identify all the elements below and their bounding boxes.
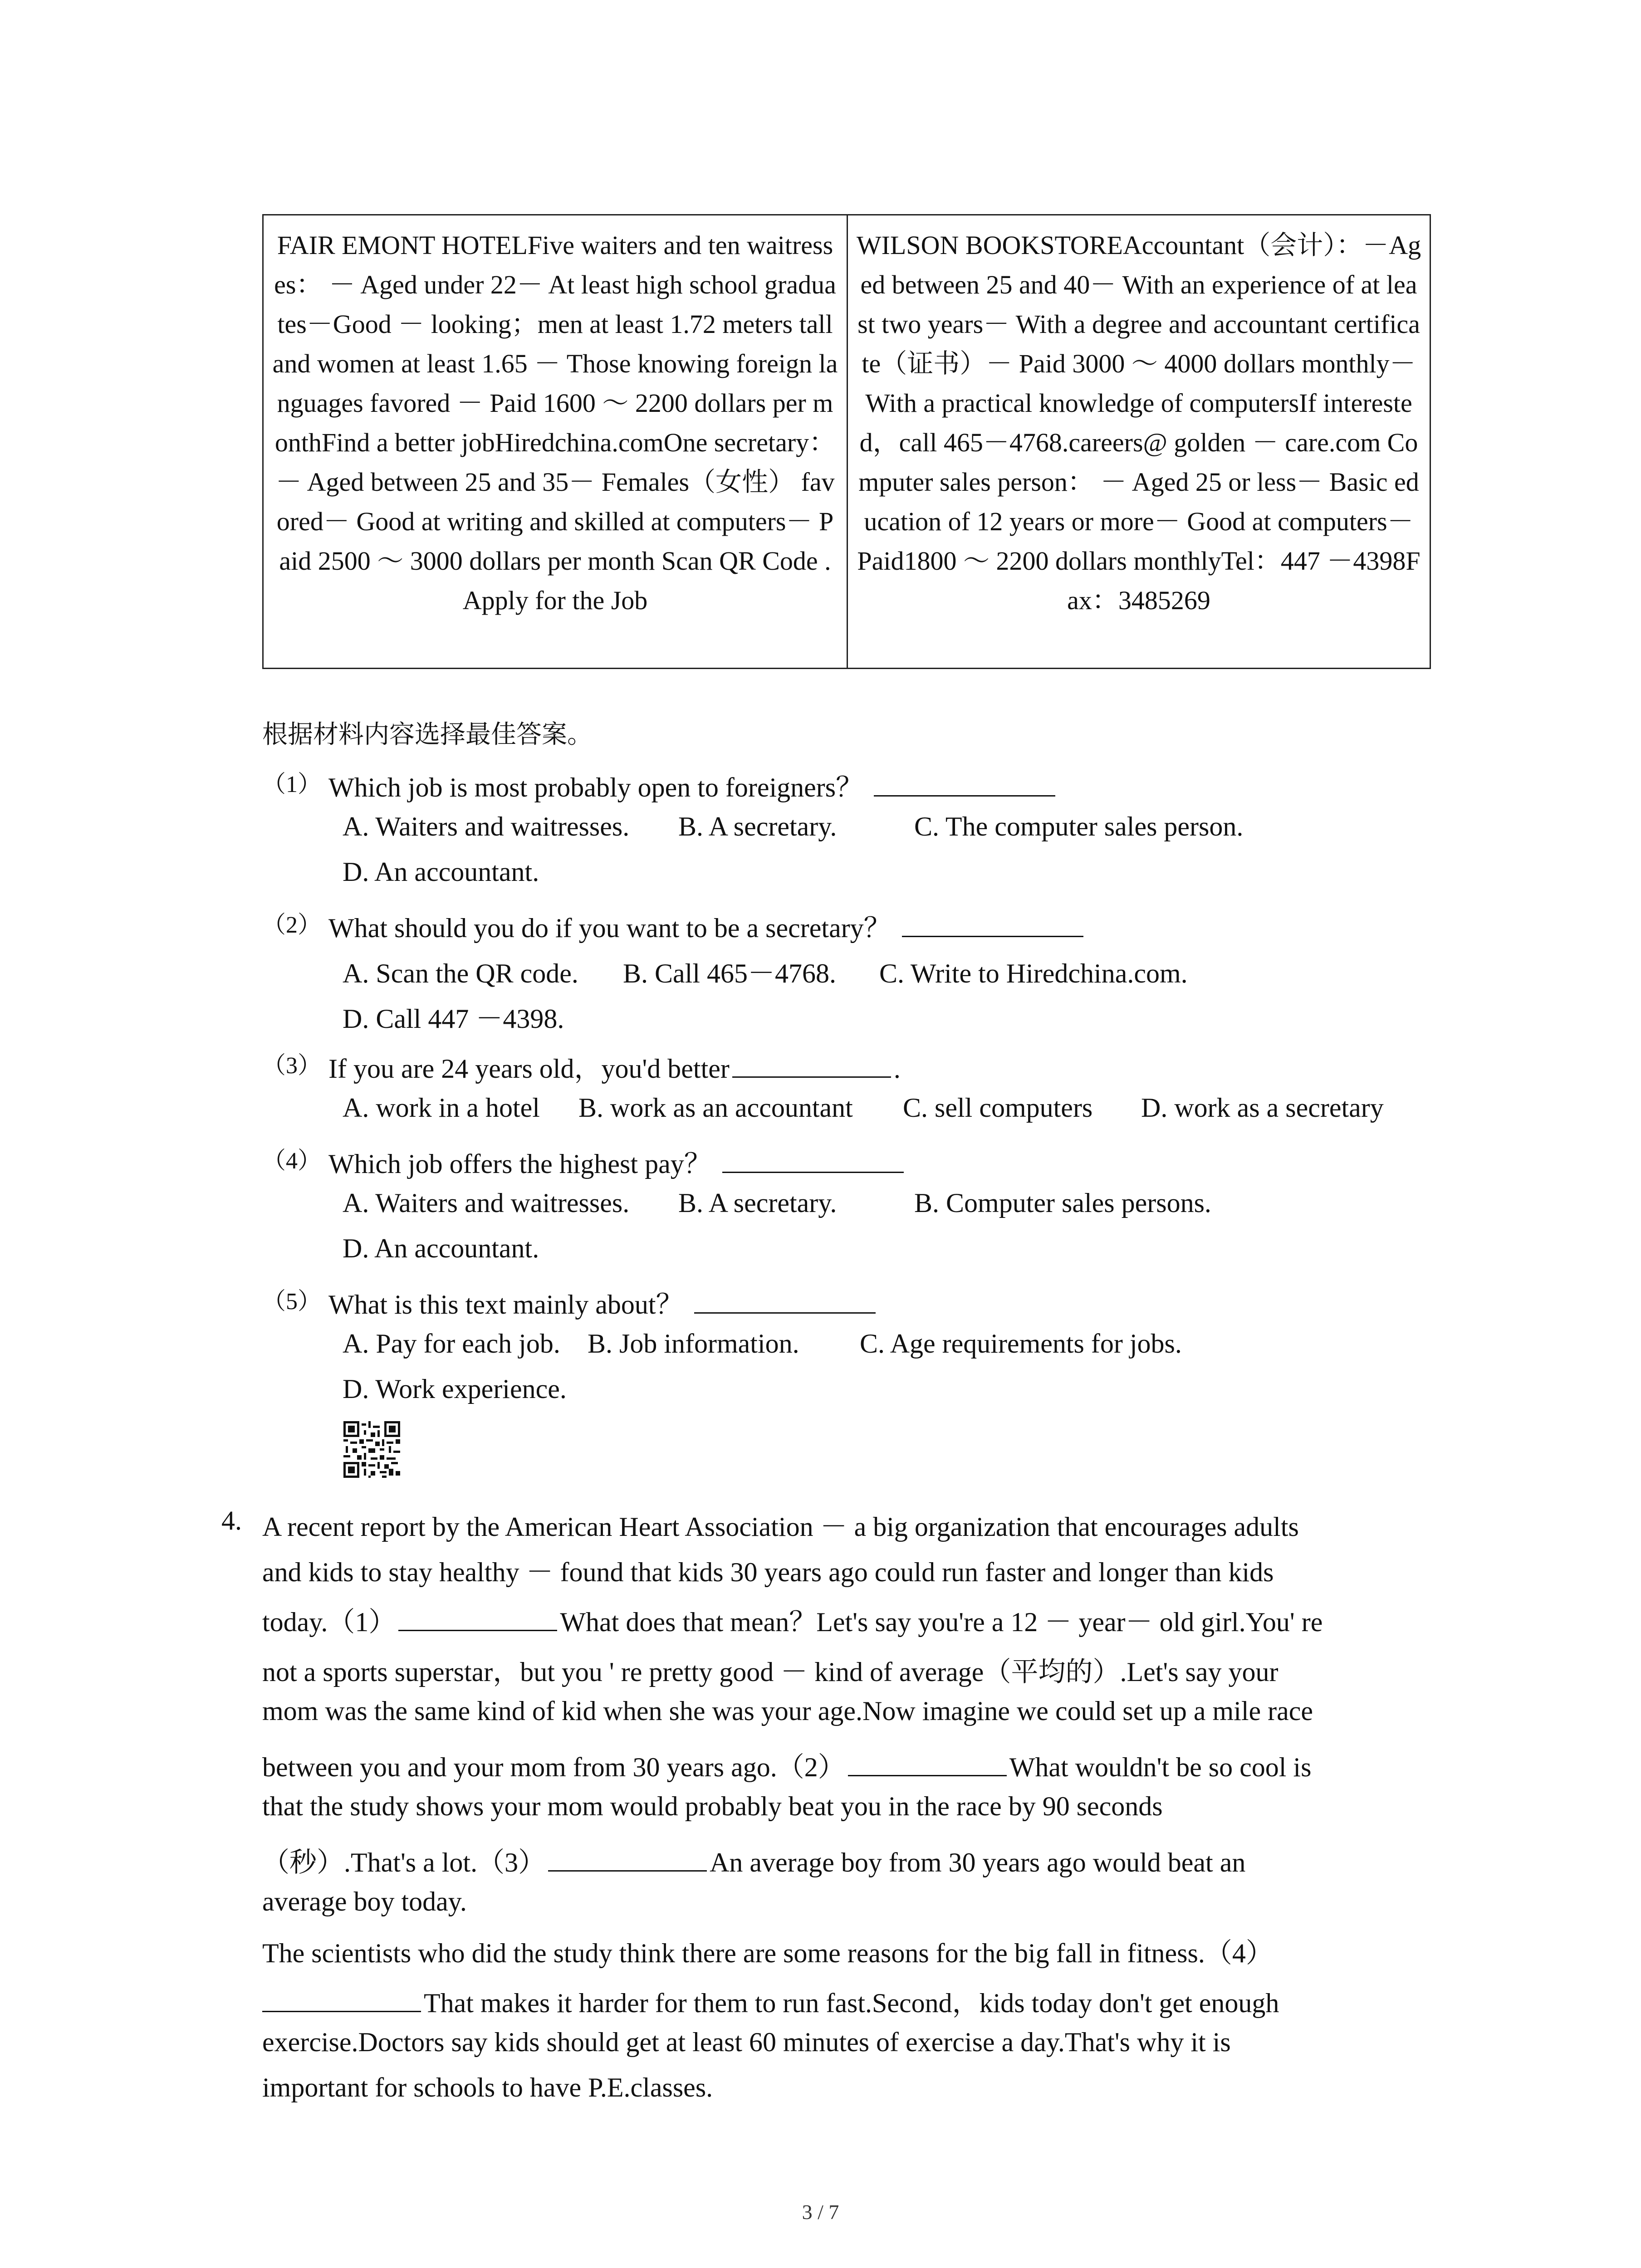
question-4 (262, 1142, 904, 1181)
passage-text: What wouldn't be so cool is (1009, 1752, 1312, 1782)
option-c[interactable]: C. sell computers (903, 1093, 1093, 1123)
question-2 (262, 906, 1083, 945)
answer-blank[interactable] (732, 1049, 891, 1078)
qr-code-icon[interactable] (343, 1421, 400, 1478)
option-d[interactable]: D. work as a secretary (1141, 1093, 1384, 1123)
passage-line: exercise.Doctors say kids should get at least 60 minutes of exercise a day.That's why it is (262, 2027, 1231, 2057)
answer-blank[interactable] (874, 768, 1055, 797)
question-number: （5） (262, 1289, 322, 1315)
passage-number: 4. (221, 1505, 242, 1535)
option-c[interactable]: C. Write to Hiredchina.com. (879, 958, 1188, 988)
passage-line: mom was the same kind of kid when she was your age.Now imagine we could set up a mile race (262, 1696, 1313, 1726)
option-c[interactable]: C. The computer sales person. (914, 811, 1244, 841)
question-number: （3） (262, 1053, 322, 1079)
option-d[interactable]: D. An accountant. (343, 857, 539, 887)
passage-line (262, 1745, 1311, 1784)
option-b[interactable]: B. Call 465－4768. (623, 958, 837, 988)
passage-line: A recent report by the American Heart Association － a big organization that encourages adults (262, 1512, 1299, 1542)
options-row (343, 952, 1188, 991)
passage-text: today.（1） (262, 1607, 396, 1637)
option-b[interactable]: B. Job information. (588, 1329, 799, 1359)
passage-line: The scientists who did the study think there are some reasons for the big fall in fitness.（4） (262, 1938, 1273, 1968)
option-a[interactable]: A. Waiters and waitresses. (343, 811, 630, 841)
passage-line: that the study shows your mom would probably beat you in the race by 90 seconds (262, 1791, 1163, 1821)
passage-line (262, 1981, 1279, 2020)
answer-blank[interactable] (722, 1144, 904, 1173)
option-b[interactable]: B. A secretary. (678, 811, 837, 841)
instruction-text: 根据材料内容选择最佳答案。 (262, 720, 593, 749)
cloze-blank-2[interactable] (848, 1748, 1007, 1776)
option-b[interactable]: B. work as an accountant (578, 1093, 853, 1123)
option-b[interactable]: B. A secretary. (678, 1188, 837, 1218)
passage-text: An average boy from 30 years ago would beat an (710, 1848, 1246, 1877)
passage-line: average boy today. (262, 1887, 467, 1916)
cloze-blank-4[interactable] (262, 1984, 421, 2012)
passage-text: between you and your mom from 30 years ago.（2） (262, 1752, 845, 1782)
option-c[interactable]: B. Computer sales persons. (914, 1188, 1211, 1218)
passage-line (262, 1600, 1323, 1639)
question-text: Which job is most probably open to foreigners？ (328, 772, 863, 802)
option-a[interactable]: A. work in a hotel (343, 1093, 540, 1123)
ad-bookstore-and-sales: WILSON BOOKSTOREAccountant（会计）：－Aged between 25 and 40－ With an experience of at least two years－ With a degree and accountant certificate（证书）－ Paid 3000 ～ 4000 dollars monthly－ With a practical knowledge of computersIf interested，call 465－4768.careers@ golden － care.com Computer sales person： － Aged 25 or less－ Basic education of 12 years or more－ Good at computers－ Paid1800 ～ 2200 dollars monthlyTel：447 －4398Fax：3485269 (847, 215, 1430, 668)
option-d[interactable]: D. An accountant. (343, 1233, 539, 1263)
option-c[interactable]: C. Age requirements for jobs. (860, 1329, 1182, 1359)
ad-hotel-and-secretary: FAIR EMONT HOTELFive waiters and ten waitresses： － Aged under 22－ At least high school graduates－Good － looking；men at least 1.72 meters tall and women at least 1.65 － Those knowing foreign languages favored － Paid 1600 ～ 2200 dollars per monthFind a better jobHiredchina.comOne secretary： － Aged between 25 and 35－ Females（女性） favored－ Good at writing and skilled at computers－ Paid 2500 ～ 3000 dollars per month Scan QR Code .Apply for the Job (272, 230, 838, 615)
page-number: 3 / 7 (802, 2200, 839, 2224)
answer-blank[interactable] (902, 909, 1083, 937)
option-d[interactable]: D. Work experience. (343, 1374, 567, 1404)
options-row (343, 811, 1243, 842)
option-a[interactable]: A. Scan the QR code. (343, 958, 578, 988)
passage-text: What does that mean？Let's say you're a 12 － year－ old girl.You' re (560, 1607, 1323, 1637)
options-row (343, 1328, 1182, 1359)
question-number: （4） (262, 1148, 322, 1174)
passage-line: not a sports superstar，but you ' re pretty good － kind of average（平均的）.Let's say your (262, 1657, 1279, 1687)
question-text: If you are 24 years old，you'd better (328, 1054, 730, 1084)
question-period: . (893, 1054, 901, 1084)
question-number: （1） (262, 772, 322, 797)
question-text: What is this text mainly about？ (328, 1290, 683, 1320)
question-5 (262, 1283, 876, 1322)
passage-line (262, 1841, 1245, 1880)
passage-text: That makes it harder for them to run fast.Second，kids today don't get enough (424, 1988, 1279, 2018)
question-number: （2） (262, 912, 322, 938)
passage-line: important for schools to have P.E.classes. (262, 2072, 713, 2102)
cloze-blank-1[interactable] (398, 1603, 557, 1631)
question-3 (262, 1047, 901, 1086)
options-row (343, 1188, 1211, 1219)
option-a[interactable]: A. Waiters and waitresses. (343, 1188, 630, 1218)
option-a[interactable]: A. Pay for each job. (343, 1329, 560, 1359)
options-row (343, 1092, 1384, 1124)
answer-blank[interactable] (694, 1285, 876, 1314)
question-text: Which job offers the highest pay？ (328, 1149, 711, 1179)
question-1 (262, 766, 1055, 805)
cloze-blank-3[interactable] (548, 1843, 707, 1872)
job-ads-table (262, 214, 1431, 669)
passage-line: and kids to stay healthy － found that kids 30 years ago could run faster and longer than kids (262, 1557, 1274, 1587)
passage-text: （秒）.That's a lot.（3） (262, 1848, 546, 1877)
question-text: What should you do if you want to be a secretary？ (328, 913, 891, 943)
option-d[interactable]: D. Call 447 －4398. (343, 1004, 564, 1034)
